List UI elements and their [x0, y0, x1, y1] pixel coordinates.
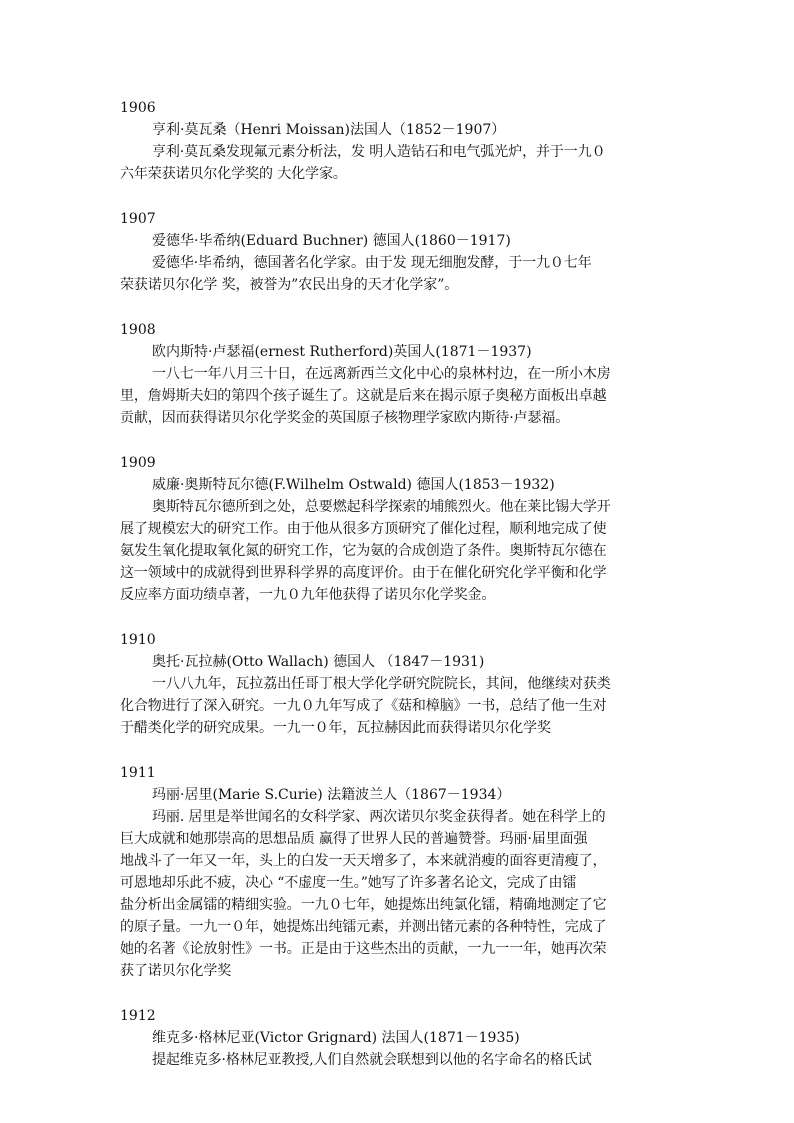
entry-body-line: 奥斯特瓦尔德所到之处，总要燃起科学探索的埔熊烈火。他在莱比锡大学开: [152, 499, 611, 515]
laureate-entry: [120, 762, 676, 982]
laureate-entry: [120, 319, 676, 429]
entry-body-line: 地战斗了一年又一年，头上的白发一天天增多了，本来就消瘦的面容更清瘦了，: [120, 853, 607, 869]
entry-body-line: 一八七一年八月三十日，在远离新西兰文化中心的泉林村边，在一所小木房: [152, 366, 611, 382]
entry-body-line: 氨发生氧化提取氧化氮的研究工作，它为氨的合成创造了条件。奥斯特瓦尔德在: [120, 543, 607, 559]
entry-year: 1910: [120, 632, 156, 648]
entry-laureate-name: 奥托·瓦拉赫(Otto Wallach) 德国人 （1847－1931): [152, 654, 485, 670]
laureate-entry: [120, 97, 676, 185]
entry-body-line: 获了诺贝尔化学奖: [120, 963, 232, 979]
entry-year: 1909: [120, 455, 156, 471]
entry-body-line: 可恩地却乐此不疲，决心 “不虚度一生。”她写了许多著名论文，完成了由镭: [120, 875, 577, 891]
entry-body-line: 一八八九年，瓦拉荔出任哥丁根大学化学研究院院长，其间，他继续对获类: [152, 676, 611, 692]
entry-laureate-name: 维克多·格林尼亚(Victor Grignard) 法国人(1871－1935): [152, 1030, 520, 1046]
laureate-entry: [120, 629, 676, 739]
entry-year: 1911: [120, 765, 156, 781]
entry-body-line: 她的名著《论放射性》一书。正是由于这些杰出的贡献，一九一一年，她再次荣: [120, 941, 607, 957]
entry-body-line: 的原子量。一九一０年，她提炼出纯镭元素，并测出锗元素的各种特性，完成了: [120, 919, 607, 935]
entry-body-line: 亨利·莫瓦桑发现氟元素分析法，发 明人造钻石和电气弧光炉，并于一九０: [152, 144, 606, 160]
entry-body-line: 化合物进行了深入研究。一九０九年写成了《菇和樟脑》一书，总结了他一生对: [120, 698, 607, 714]
entry-laureate-name: 亨利·莫瓦桑（Henri Moissan)法国人（1852－1907）: [152, 122, 506, 138]
entry-body-line: 这一领域中的成就得到世界科学界的高度评价。由于在催化研究化学平衡和化学: [120, 565, 607, 581]
entry-year: 1912: [120, 1008, 156, 1024]
laureate-entry: [120, 452, 676, 606]
entry-body-line: 六年荣获诺贝尔化学奖的 大化学家。: [120, 166, 347, 182]
entry-laureate-name: 欧内斯特·卢瑟福(ernest Rutherford)英国人(1871－1937): [152, 344, 532, 360]
entry-body-line: 荣获诺贝尔化学 奖，被誉为”农民出身的天才化学家”。: [120, 277, 459, 293]
entry-year: 1908: [120, 322, 156, 338]
entry-body-line: 提起维克多·格林尼亚教授,人们自然就会联想到以他的名字命名的格氏试: [152, 1052, 592, 1068]
entry-year: 1906: [120, 100, 156, 116]
document-content: [120, 97, 676, 1094]
entry-laureate-name: 爱德华·毕希纳(Eduard Buchner) 德国人(1860－1917): [152, 233, 511, 249]
entry-body-line: 巨大成就和她那崇高的思想品质 赢得了世界人民的普遍赞誉。玛丽·届里面强: [120, 831, 588, 847]
laureate-entry: [120, 1005, 676, 1071]
laureate-entry: [120, 208, 676, 296]
entry-body-line: 盐分析出金属镭的精细实验。一九０七年，她提炼出纯氯化镭，精确地测定了它: [120, 897, 607, 913]
entry-body-line: 玛丽. 居里是举世闻名的女科学家、两次诺贝尔奖金获得者。她在科学上的: [152, 809, 606, 825]
entry-body-line: 反应率方面功绩卓著，一九０九年他获得了诺贝尔化学奖金。: [120, 587, 496, 603]
entry-year: 1907: [120, 211, 156, 227]
entry-laureate-name: 玛丽·居里(Marie S.Curie) 法籍波兰人（1867－1934）: [152, 787, 511, 803]
entry-body-line: 于醋类化学的研究成果。一九一０年，瓦拉赫因此而获得诺贝尔化学奖: [120, 720, 551, 736]
entry-laureate-name: 威廉·奥斯特瓦尔德(F.Wilhelm Ostwald) 德国人(1853－1932): [152, 477, 555, 493]
entry-body-line: 展了规模宏大的研究工作。由于他从很多方顶研究了催化过程，顺利地完成了使: [120, 521, 607, 537]
entry-body-line: 爱德华·毕希纳，德国著名化学家。由于发 现无细胞发酵，于一九０七年: [152, 255, 592, 271]
entry-body-line: 里，詹姆斯夫妇的第四个孩子诞生了。这就是后来在揭示原子奥秘方面板出卓越: [120, 388, 607, 404]
entry-body-line: 贡献，因而获得诺贝尔化学奖金的英国原子核物理学家欧内斯待·卢瑟福。: [120, 410, 570, 426]
